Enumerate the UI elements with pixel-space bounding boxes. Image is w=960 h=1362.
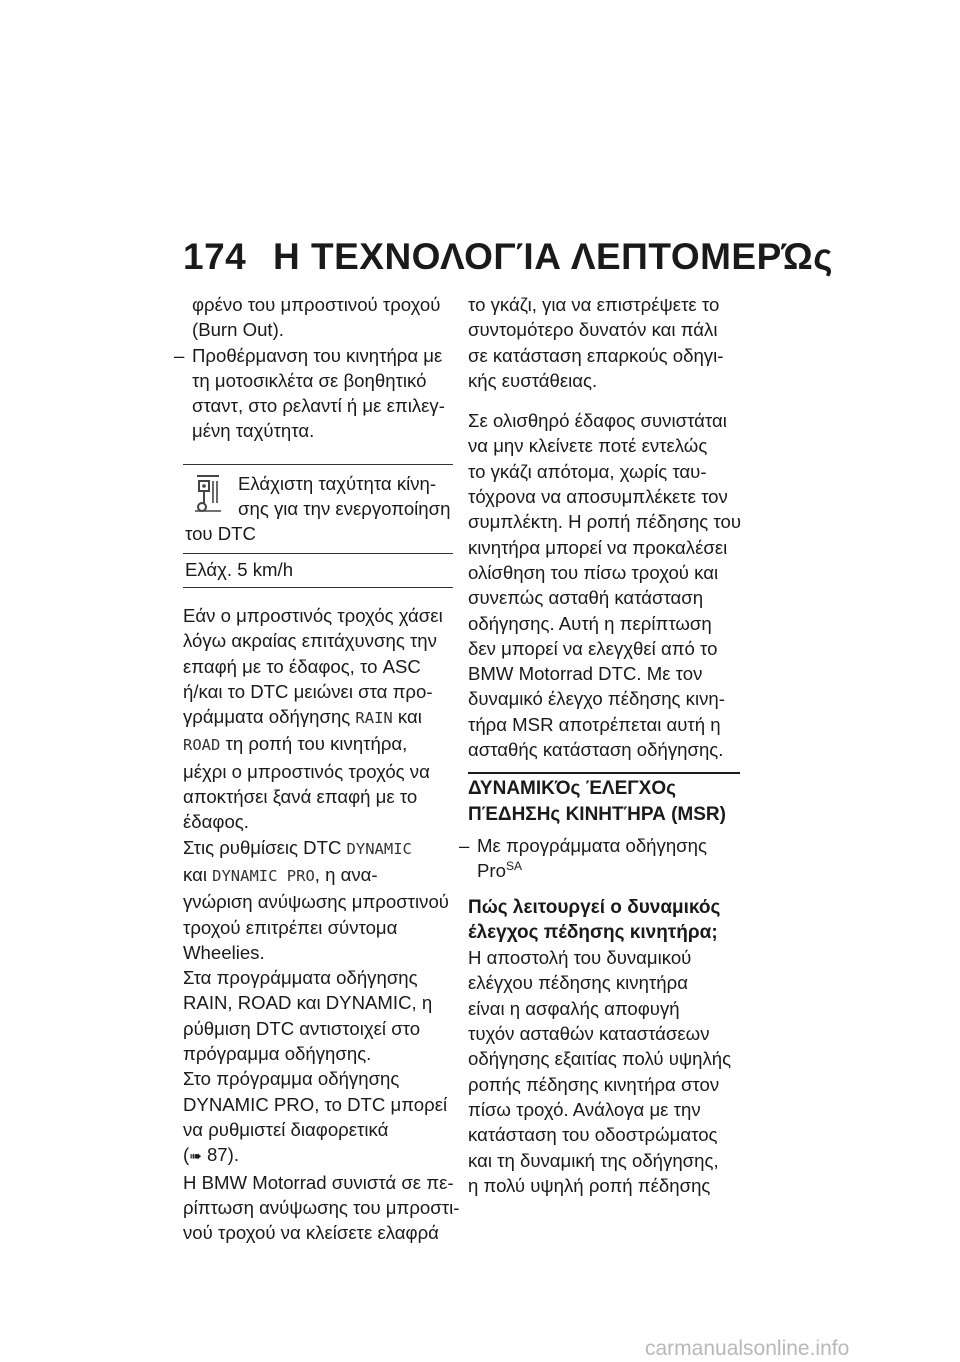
dash-bullet: –: [174, 344, 185, 366]
mode-dynamic: DYNAMIC: [346, 839, 412, 858]
paragraph-front-wheel-contact: Εάν ο μπροστινός τροχός χάσει λόγω ακραίας επιτάχυνσης την επαφή με το έδαφος, το ASC ή/και το DTC μειώνει στα προ- γράμματα οδήγησης RAIN και ROAD τη ροπή του κινητήρα, μέχρι ο μπροστινός τροχός να αποκτήσει ξανά επαφή με το έδαφος.: [183, 604, 443, 833]
spec-box-value: Ελάχ. 5 km/h: [183, 553, 453, 587]
dash-bullet: –: [459, 834, 470, 856]
page-reference[interactable]: 87).: [201, 1144, 239, 1166]
paragraph-recommendation: Η BMW Motorrad συνιστά σε πε- ρίπτωση ανύψωσης του μπροστι- νού τροχού να κλείσετε ελαφρά: [183, 1171, 460, 1244]
paragraph-throttle: το γκάζι, για να επιστρέψετε το συντομότερο δυνατόν και πάλι σε κατάσταση επαρκούς οδηγι- κής ευστάθειας.: [468, 294, 724, 391]
paragraph-msr-purpose: Η αποστολή του δυναμικού ελέγχου πέδησης κινητήρα είναι η ασφαλής αποφυγή τυχόν ασταθών καταστάσεων οδήγησης εξαιτίας πολύ υψηλής ροπής πέδησης κινητήρα στον πίσω τροχό. Ανάλογα με την κατάσταση του οδοστρώματος και τη δυναμική της οδήγησης, η πολύ υψηλή ροπή πέδησης: [468, 947, 732, 1196]
spec-box-text: Ελάχιστη ταχύτητα κίνη- σης για την ενεργοποίηση του DTC: [185, 472, 451, 545]
right-column: [459, 292, 742, 1198]
paragraph-burn-out: φρένο του μπροστινού τροχού (Burn Out).: [192, 294, 441, 341]
page-number: 174: [183, 236, 247, 277]
list-item-preheat: – Προθέρμανση του κινητήρα με τη μοτοσικλέτα σε βοηθητικό σταντ, στο ρελαντί ή με επιλεγ- μένη ταχύτητα.: [174, 344, 445, 442]
left-column: [174, 292, 460, 1245]
spec-box-description: [183, 465, 453, 553]
section-title-msr: ΔΥΝΑΜΙΚΌς ΈΛΕΓΧΟς ΠΈΔΗΣΗς ΚΙΝΗΤΉΡΑ (MSR): [468, 772, 740, 827]
subheading-how-it-works: Πώς λειτουργεί ο δυναμικός έλεγχος πέδησης κινητήρα;: [468, 896, 721, 943]
mode-road: ROAD: [183, 736, 221, 755]
paragraph-dtc-modes: Στα προγράμματα οδήγησης RAIN, ROAD και DYNAMIC, η ρύθμιση DTC αντιστοιχεί στο πρόγραμμα οδήγησης.: [183, 967, 433, 1065]
spec-box: [183, 464, 453, 588]
chapter-title: Η ΤΕΧΝΟΛΟΓΊΑ ΛΕΠΤΟΜΕΡΏς: [273, 236, 834, 277]
paragraph-slippery-surface: Σε ολισθηρό έδαφος συνιστάται να μην κλείνετε ποτέ εντελώς το γκάζι απότομα, χωρίς ταυ- τόχρονα να αποσυμπλέκετε τον συμπλέκτη. Η ροπή πέδησης του κινητήρα μπορεί να προκαλέσει ολίσθηση του πίσω τροχού και συνεπώς ασταθή κατάσταση οδήγησης. Αυτή η περίπτωση δεν μπορεί να ελεγχθεί από το BMW Motorrad DTC. Με τον δυναμικό έλεγχο πέδησης κινη- τήρα MSR αποτρέπεται αυτή η ασταθής κατάσταση οδήγησης.: [468, 410, 742, 761]
special-accessory-badge: SA: [505, 859, 522, 874]
engine-start-speed-icon: [193, 473, 223, 513]
paragraph-wheelies: Στις ρυθμίσεις DTC DYNAMIC και DYNAMIC PRO, η ανα- γνώριση ανύψωσης μπροστινού τροχού επιτρέπει σύντομα Wheelies.: [183, 836, 449, 963]
watermark: carmanualsonline.info: [645, 1337, 850, 1360]
page-reference-arrow-icon: ➠: [189, 1148, 202, 1166]
page-header: [183, 236, 833, 278]
mode-rain: RAIN: [355, 709, 393, 728]
mode-dynamic-pro: DYNAMIC PRO: [212, 866, 315, 885]
list-item-riding-modes-pro: – Με προγράμματα οδήγησης Pro$^{SA}$: [459, 834, 707, 882]
paragraph-dynamic-pro: Στο πρόγραμμα οδήγησης DYNAMIC PRO, το DTC μπορεί να ρυθμιστεί διαφορετικά (➠ 87).: [183, 1068, 448, 1166]
